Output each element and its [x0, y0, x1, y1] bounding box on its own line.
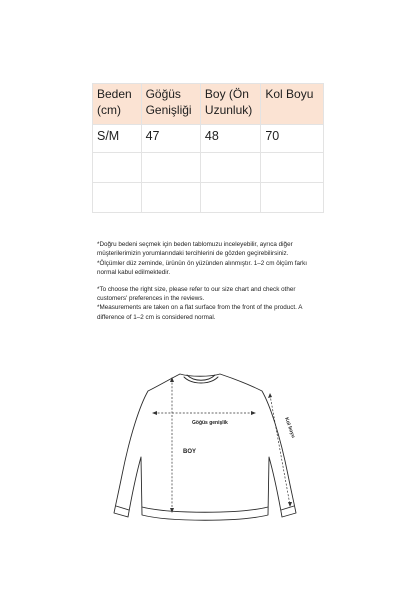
header-size: Beden (cm) — [93, 84, 142, 125]
arrowhead-icon — [251, 411, 256, 415]
measurement-notes — [97, 240, 319, 322]
sleeve-length-label: Kol boyu — [283, 416, 297, 439]
cell-front-length: 48 — [200, 125, 260, 153]
cell-sleeve-length: 70 — [261, 125, 324, 153]
size-table — [92, 83, 324, 213]
header-sleeve-length: Kol Boyu — [261, 84, 324, 125]
note-en-measurement: *Measurements are taken on a flat surface from the front of the product. A difference of 1–2 cm is considered normal. — [97, 304, 303, 321]
cuff-right — [281, 506, 294, 510]
table-row — [93, 125, 324, 153]
hem-band — [142, 507, 268, 512]
note-en-size-choice: *To choose the right size, please refer to our size chart and check other customers' preferences in the reviews. — [97, 285, 296, 303]
sleeve-measure-line — [270, 395, 290, 505]
length-label: BOY — [183, 449, 197, 455]
arrowhead-icon — [152, 411, 157, 415]
table-cell — [261, 153, 324, 183]
table-cell — [261, 183, 324, 213]
table-cell — [93, 183, 142, 213]
chest-width-label: Göğüs genişlik — [192, 420, 228, 426]
table-cell — [200, 183, 260, 213]
header-front-length: Boy (Ön Uzunluk) — [200, 84, 260, 125]
header-chest-width: Göğüs Genişliği — [141, 84, 200, 125]
cell-chest-width: 47 — [141, 125, 200, 153]
table-cell — [93, 153, 142, 183]
table-row — [93, 183, 324, 213]
arrowhead-icon — [288, 502, 292, 507]
note-tr-size-choice: *Doğru bedeni seçmek için beden tablomuzu inceleyebilir, ayrıca diğer müşterilerimizin yorumlarındaki tercihlerini de gözden geçirebilirsiniz. — [97, 241, 293, 258]
table-cell — [141, 183, 200, 213]
arrowhead-icon — [170, 508, 174, 513]
cuff-left — [116, 506, 129, 510]
sweatshirt-outline — [114, 374, 296, 520]
table-row — [93, 153, 324, 183]
note-tr-measurement: *Ölçümler düz zeminde, ürünün ön yüzünden alınmıştır. 1–2 cm ölçüm farkı normal kabul edilmektedir. — [97, 259, 307, 277]
size-table-header-row — [93, 84, 324, 125]
cell-size: S/M — [93, 125, 142, 153]
arrowhead-icon — [268, 393, 272, 398]
table-cell — [200, 153, 260, 183]
table-cell — [141, 153, 200, 183]
sweatshirt-measurement-diagram — [110, 365, 315, 530]
